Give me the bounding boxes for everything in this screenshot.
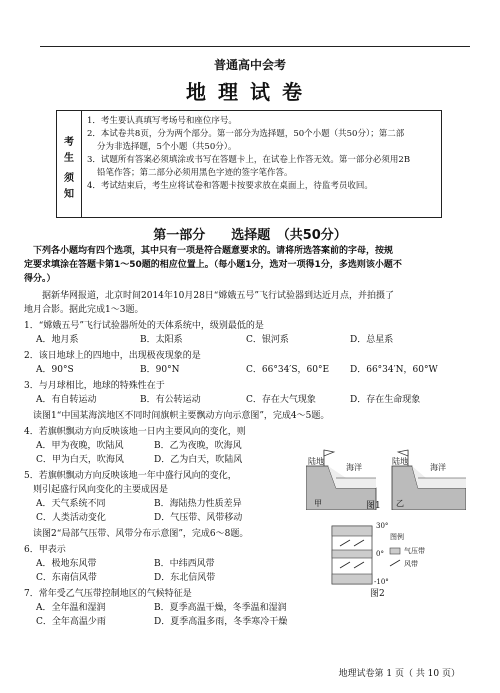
page-footer: 地理试卷第 1 页（ 共 10 页） bbox=[338, 669, 460, 679]
question-option: A．极地东风带 bbox=[36, 559, 97, 569]
question-option: D．气压带、风带移动 bbox=[154, 513, 243, 523]
figure-1-caption: 图1 bbox=[366, 501, 381, 511]
question-option: A．有自转运动 bbox=[36, 395, 97, 405]
legend-title: 图例 bbox=[390, 533, 404, 541]
notice-item: 铅笔作答；第二部分必须用黑色字迹的签字笔作答。 bbox=[97, 168, 293, 178]
instruction-line: 定要求填涂在答题卡第1～50题的相应位置上。（每小题1分，选对一项得1分，多选则该小题不 bbox=[24, 260, 402, 270]
pressure-belt bbox=[332, 550, 372, 558]
question-option: C．东南信风带 bbox=[36, 573, 97, 583]
question-option: C．全年高温少雨 bbox=[36, 617, 106, 627]
legend-pressure-label: 气压带 bbox=[404, 547, 425, 555]
legend-pressure-swatch bbox=[390, 548, 400, 554]
figure-2-drawing bbox=[326, 522, 446, 598]
notice-item: 4．考试结束后，考生应将试卷和答题卡按要求放在桌面上，待监考员收回。 bbox=[87, 181, 373, 191]
question-stem: 则引起盛行风向变化的主要成因是 bbox=[24, 485, 169, 495]
question-option: D．总星系 bbox=[350, 335, 394, 345]
figure-1-drawing bbox=[306, 448, 466, 510]
exam-title: 地理试卷 bbox=[186, 80, 314, 104]
question-option: C．甲为白天，吹海风 bbox=[36, 455, 124, 465]
question-option: B．夏季高温干燥，冬季温和湿润 bbox=[154, 603, 287, 613]
figure-1-tag: 乙 bbox=[396, 499, 404, 508]
question-option: D．夏季高温多雨，冬季寒冷干燥 bbox=[154, 617, 288, 627]
notice-label-char: 知 bbox=[64, 189, 74, 200]
notice-item: 3．试题所有答案必须填涂或书写在答题卡上，在试卷上作答无效。第一部分必须用2B bbox=[87, 155, 411, 165]
question-option: B．中纬西风带 bbox=[154, 559, 215, 569]
part1-heading: 第一部分 选择题 （共50分） bbox=[153, 228, 347, 243]
figure-1-label: 陆地 bbox=[308, 457, 324, 466]
question-stem: 4．若旗帜飘动方向反映该地一日内主要风向的变化，则 bbox=[24, 427, 246, 437]
question-option: A．天气系统不同 bbox=[36, 499, 106, 509]
notice-item: 分为非选择题，5个小题（共50分）。 bbox=[97, 142, 237, 152]
figure-1-label: 海洋 bbox=[430, 463, 446, 472]
question-option: D．东北信风带 bbox=[154, 573, 216, 583]
instruction-line: 得分。） bbox=[24, 274, 56, 284]
latitude-label: -10° bbox=[374, 578, 389, 586]
question-option: D．66°34′N，60°W bbox=[350, 365, 438, 375]
question-option: B．乙为夜晚，吹海风 bbox=[154, 441, 242, 451]
question-option: A．甲为夜晚，吹陆风 bbox=[36, 441, 124, 451]
flag bbox=[324, 450, 334, 456]
question-stem: 7．常年受乙气压带控制地区的气候特征是 bbox=[24, 589, 192, 599]
question-option: C．存在大气现象 bbox=[246, 395, 316, 405]
question-stem: 3．与月球相比，地球的特殊性在于 bbox=[24, 381, 165, 391]
figure-1-label: 陆地 bbox=[392, 457, 408, 466]
question-option: B．有公转运动 bbox=[140, 395, 201, 405]
figure-2-caption: 图2 bbox=[370, 589, 385, 599]
notice-item: 1．考生要认真填写考场号和座位序号。 bbox=[87, 116, 237, 126]
question-option: A．全年温和湿润 bbox=[36, 603, 106, 613]
question-option: B．海陆热力性质差异 bbox=[154, 499, 242, 509]
notice-label-char: 须 bbox=[64, 173, 74, 184]
question-option: A．地月系 bbox=[36, 335, 79, 345]
question-option: B．太阳系 bbox=[140, 335, 183, 345]
notice-label bbox=[57, 111, 82, 217]
legend-wind-swatch bbox=[390, 560, 400, 566]
instruction-line: 下列各小题均有四个选项，其中只有一项是符合题意要求的。请将所选答案前的字母，按规 bbox=[24, 246, 394, 256]
pressure-belt bbox=[332, 574, 372, 584]
notice-label-char: 生 bbox=[64, 153, 74, 164]
notice-items bbox=[87, 115, 437, 193]
question-stem: 2．该日地球上的四地中，出现极夜现象的是 bbox=[24, 351, 201, 361]
legend-wind-label: 风带 bbox=[404, 560, 418, 568]
question-option: C．人类活动变化 bbox=[36, 513, 106, 523]
notice-box bbox=[56, 110, 442, 218]
question-option: A．90°S bbox=[36, 365, 74, 375]
latitude-label: 30° bbox=[376, 522, 389, 530]
intro-line: 据新华网报道，北京时间2014年10月28日“嫦娥五号”飞行试验器到达近月点，并拍摄了 bbox=[24, 291, 395, 301]
figure-reference: 读图1“中国某海滨地区不同时间旗帜主要飘动方向示意图”，完成4～5题。 bbox=[24, 411, 330, 421]
exam-name: 普通高中会考 bbox=[213, 58, 286, 72]
figure-2 bbox=[326, 522, 446, 598]
latitude-label: 0° bbox=[376, 550, 384, 558]
intro-line: 地月合影。据此完成1～3题。 bbox=[24, 305, 144, 315]
question-option: D．存在生命现象 bbox=[350, 395, 421, 405]
question-option: C．66°34′S，60°E bbox=[246, 365, 330, 375]
question-stem: 5．若旗帜飘动方向反映该地一年中盛行风向的变化， bbox=[24, 471, 237, 481]
figure-1 bbox=[306, 448, 466, 510]
question-option: C．银河系 bbox=[246, 335, 289, 345]
figure-reference: 读图2“局部气压带、风带分布示意图”，完成6～8题。 bbox=[24, 529, 249, 539]
question-stem: 6．甲表示 bbox=[24, 545, 66, 555]
part1-instructions bbox=[24, 244, 474, 286]
question-option: B．90°N bbox=[140, 365, 180, 375]
question-stem: 1．“嫦娥五号”飞行试验器所处的天体系统中，级别最低的是 bbox=[24, 321, 264, 331]
notice-item: 2．本试卷共8页，分为两个部分。第一部分为选择题，50个小题（共50分）；第二部 bbox=[87, 129, 405, 139]
top-divider bbox=[40, 46, 470, 47]
figure-1-label: 海洋 bbox=[346, 463, 362, 472]
pressure-belt bbox=[332, 526, 372, 536]
figure-1-tag: 甲 bbox=[314, 499, 322, 508]
question-option: D．乙为白天，吹陆风 bbox=[154, 455, 243, 465]
notice-label-char: 考 bbox=[64, 137, 74, 148]
